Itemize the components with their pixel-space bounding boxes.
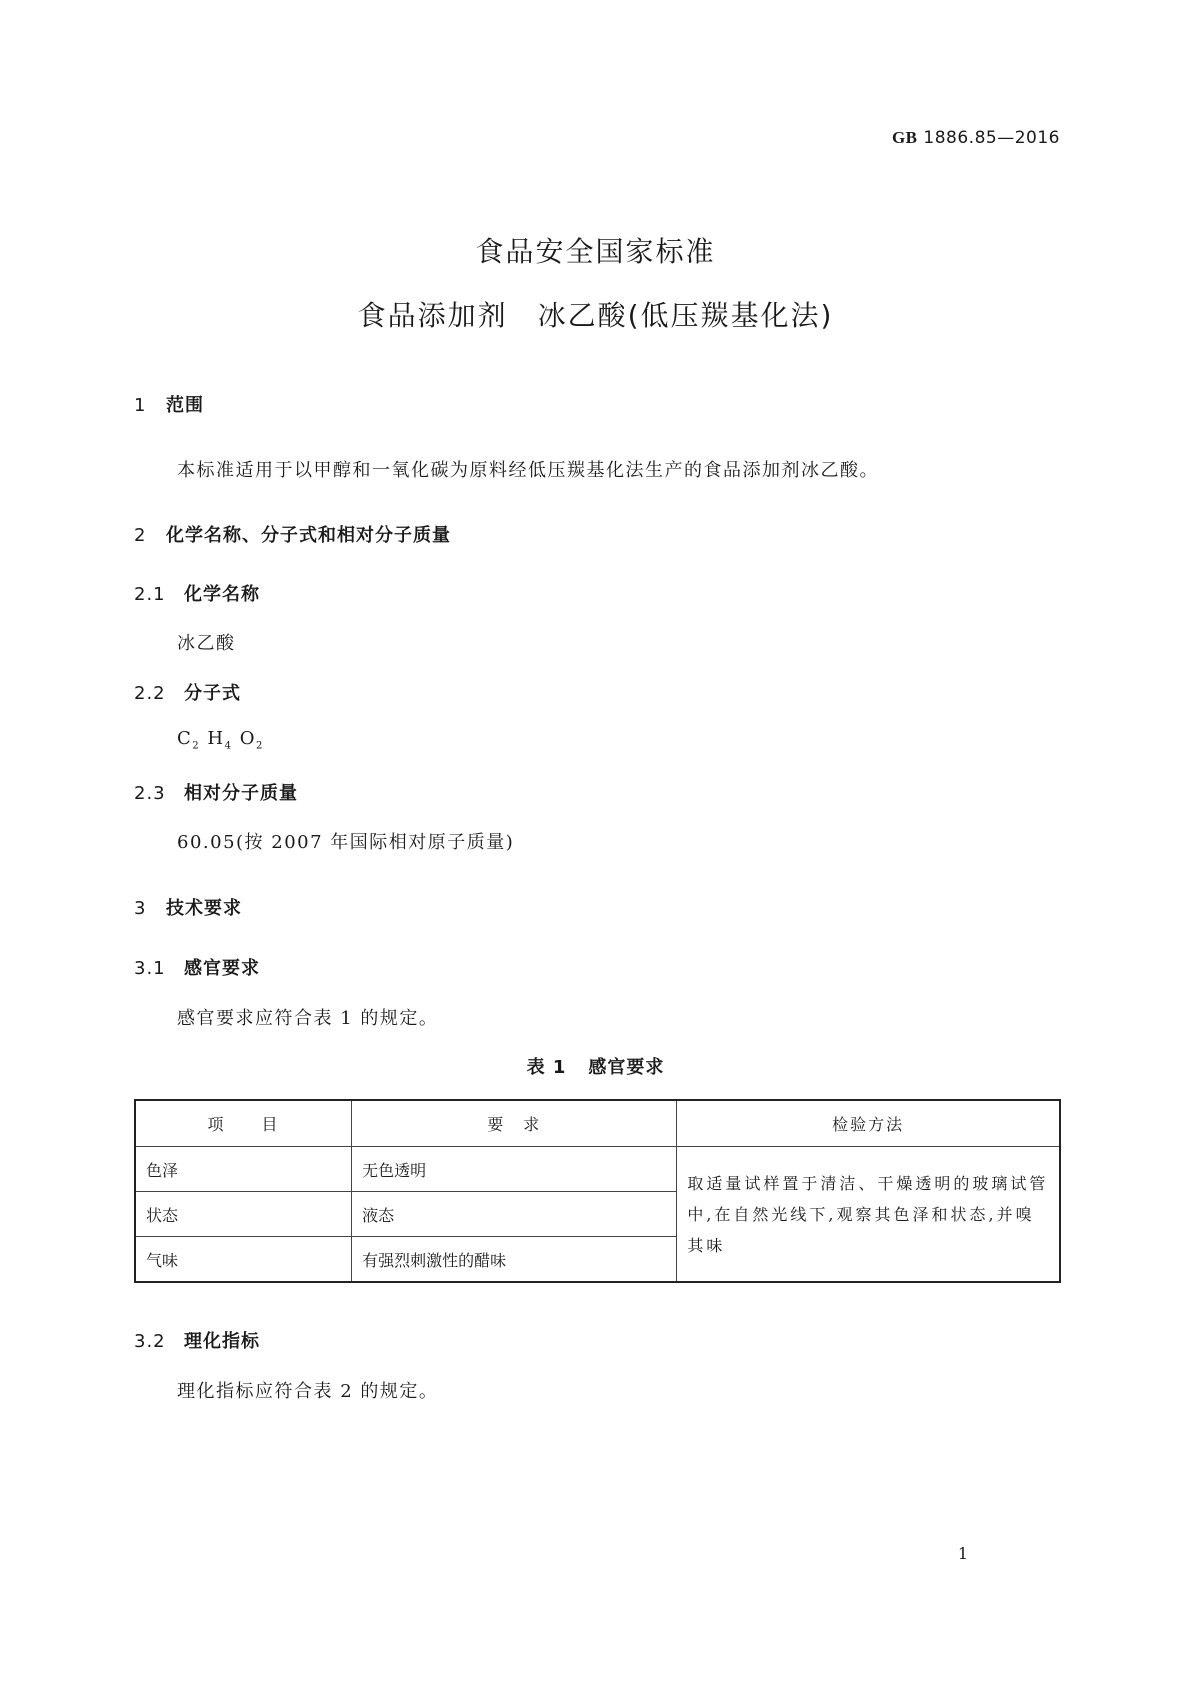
header-item: 项 目 [135,1100,352,1147]
section-3-title: 技术要求 [166,898,242,919]
formula-hydrogen-count: 4 [224,740,233,752]
section-2-2-number: 2.2 [134,683,166,704]
section-1-heading [134,391,204,417]
section-3-1-heading [134,954,260,980]
section-2-2-heading [134,679,241,705]
section-3-2-text: 理化指标应符合表 2 的规定。 [177,1381,439,1402]
section-3-2-title: 理化指标 [184,1331,260,1352]
standard-code-number: 1886.85—2016 [923,128,1060,148]
section-2-1-text: 冰乙酸 [177,633,236,654]
formula-oxygen: O [239,728,256,749]
row-item: 气味 [135,1237,352,1283]
section-1-number: 1 [134,395,147,416]
section-2-3-number: 2.3 [134,783,166,804]
table-1-title: 感官要求 [588,1057,665,1078]
formula-carbon-count: 2 [192,740,201,752]
molecular-formula [177,728,264,752]
header-method: 检验方法 [677,1100,1060,1147]
table-1-label: 表 1 [526,1057,567,1078]
page-number: 1 [957,1544,968,1563]
section-3-2-heading [134,1327,260,1353]
section-2-1-heading [134,580,260,606]
section-2-3-title: 相对分子质量 [184,783,298,804]
document-subtitle: 食品添加剂 冰乙酸(低压羰基化法) [357,299,834,332]
section-2-title: 化学名称、分子式和相对分子质量 [166,525,451,546]
row-requirement: 有强烈刺激性的醋味 [352,1237,677,1283]
table-1-caption [0,1053,1191,1079]
section-3-1-number: 3.1 [134,958,166,979]
section-2-3-text: 60.05(按 2007 年国际相对原子质量) [177,832,515,853]
section-3-heading [134,894,242,920]
section-2-3-heading [134,779,298,805]
row-requirement: 无色透明 [352,1147,677,1192]
test-method: 取适量试样置于清洁、干燥透明的玻璃试管中,在自然光线下,观察其色泽和状态,并嗅其味 [677,1147,1060,1283]
standard-code-prefix: GB [891,128,918,147]
section-2-2-title: 分子式 [184,683,241,704]
row-item: 色泽 [135,1147,352,1192]
sensory-requirements-table [134,1099,1061,1283]
section-2-1-number: 2.1 [134,584,166,605]
section-1-text: 本标准适用于以甲醇和一氧化碳为原料经低压羰基化法生产的食品添加剂冰乙酸。 [177,460,879,481]
document-title: 食品安全国家标准 [475,235,716,268]
formula-carbon: C [177,728,193,749]
section-1-title: 范围 [166,395,204,416]
section-3-2-number: 3.2 [134,1331,166,1352]
section-2-heading [134,521,451,547]
table-row [135,1147,1060,1192]
row-requirement: 液态 [352,1192,677,1237]
formula-hydrogen: H [207,728,225,749]
table-header-row [135,1100,1060,1147]
standard-code [892,128,1060,148]
section-3-number: 3 [134,898,147,919]
formula-oxygen-count: 2 [255,740,264,752]
section-3-1-title: 感官要求 [184,958,260,979]
section-3-1-text: 感官要求应符合表 1 的规定。 [177,1008,439,1029]
header-requirement: 要 求 [352,1100,677,1147]
row-item: 状态 [135,1192,352,1237]
section-2-1-title: 化学名称 [184,584,260,605]
section-2-number: 2 [134,525,147,546]
